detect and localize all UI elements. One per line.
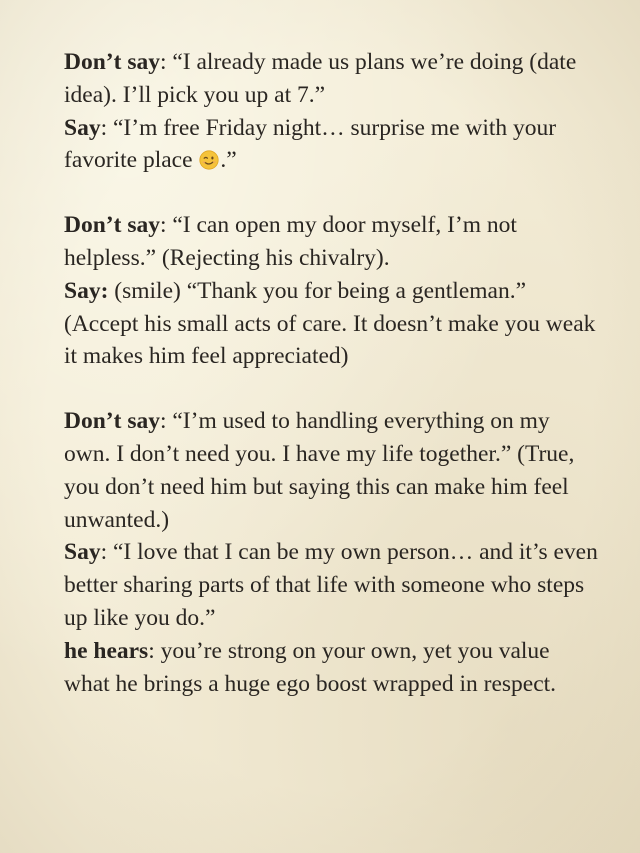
say-line	[64, 536, 600, 634]
dont-say-label: Don’t say	[64, 49, 160, 75]
dont-say-label: Don’t say	[64, 408, 160, 435]
dont-say-line	[64, 46, 600, 112]
he-hears-label: he hears	[64, 637, 149, 664]
tip-block-1	[64, 46, 600, 177]
dont-say-text: : “I’m used to handling everything on my own. I don’t need you. I have my life together.” (True, you don’t need him but saying this can make him feel unwanted.)	[64, 408, 575, 533]
he-hears-text: : you’re strong on your own, yet you value what he brings a huge ego boost wrapped in respect.	[64, 637, 557, 697]
say-label: Say	[64, 114, 101, 141]
dont-say-line	[64, 209, 600, 275]
tip-block-3	[64, 405, 600, 700]
dont-say-text: : “I can open my door myself, I’m not helpless.” (Rejecting his chivalry).	[64, 212, 517, 271]
say-label: Say	[64, 539, 101, 566]
dont-say-text: : “I already made us plans we’re doing (date idea). I’ll pick you up at 7.”	[64, 49, 577, 108]
winking-face-icon	[199, 150, 219, 170]
say-text: : “I love that I can be my own person… and it’s even better sharing parts of that life with someone who steps up like you do.”	[64, 539, 598, 631]
dont-say-label: Don’t say	[64, 212, 160, 239]
tip-block-2	[64, 209, 600, 373]
say-text: : “I’m free Friday night… surprise me with your favorite place	[64, 114, 557, 174]
he-hears-line	[64, 635, 600, 701]
say-line	[64, 275, 600, 373]
say-line	[64, 112, 600, 178]
say-label: Say:	[64, 277, 109, 304]
dont-say-line	[64, 405, 600, 536]
say-text-end: .”	[220, 147, 237, 174]
say-text: (smile) “Thank you for being a gentleman.” (Accept his small acts of care. It doesn’t make you weak it makes him feel appreciated)	[64, 277, 596, 370]
